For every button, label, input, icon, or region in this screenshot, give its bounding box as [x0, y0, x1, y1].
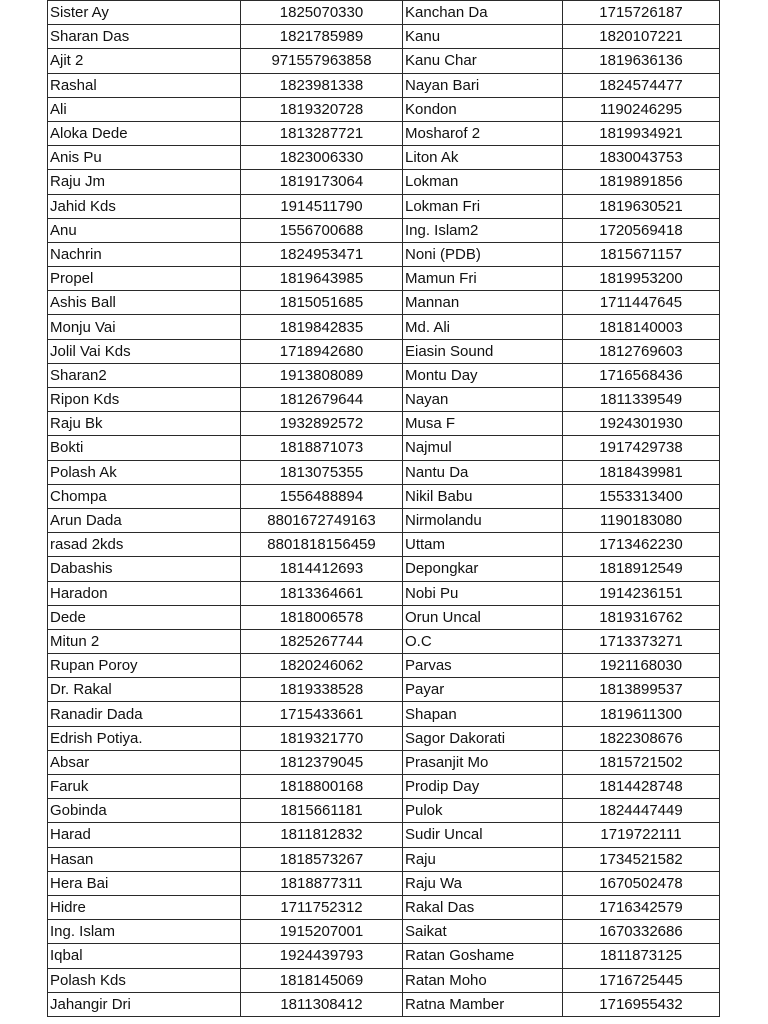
- contact-number-left: 1813075355: [241, 460, 403, 484]
- contact-name-right: Nantu Da: [403, 460, 563, 484]
- contact-number-right: 1820107221: [563, 25, 720, 49]
- table-row: [48, 581, 720, 605]
- contact-number-right: 1819316762: [563, 605, 720, 629]
- contact-name-left: Raju Jm: [48, 170, 241, 194]
- table-row: [48, 388, 720, 412]
- contact-number-right: 1819636136: [563, 49, 720, 73]
- contact-number-right: 1811873125: [563, 944, 720, 968]
- table-row: [48, 1, 720, 25]
- table-row: [48, 750, 720, 774]
- contact-name-right: Raju Wa: [403, 871, 563, 895]
- contact-number-right: 1830043753: [563, 146, 720, 170]
- contact-name-left: Haradon: [48, 581, 241, 605]
- contact-number-left: 1818877311: [241, 871, 403, 895]
- contact-number-left: 1815051685: [241, 291, 403, 315]
- table-row: [48, 629, 720, 653]
- contact-name-left: Hasan: [48, 847, 241, 871]
- contact-number-left: 1812679644: [241, 388, 403, 412]
- contact-name-right: Mamun Fri: [403, 267, 563, 291]
- contact-number-right: 1190183080: [563, 508, 720, 532]
- contact-name-left: Nachrin: [48, 242, 241, 266]
- contact-name-right: Payar: [403, 678, 563, 702]
- contact-number-left: 1711752312: [241, 895, 403, 919]
- contact-name-left: Sharan2: [48, 363, 241, 387]
- contact-name-right: O.C: [403, 629, 563, 653]
- contact-number-left: 1821785989: [241, 25, 403, 49]
- contact-number-left: 1818800168: [241, 775, 403, 799]
- table-row: [48, 605, 720, 629]
- contact-name-right: Lokman: [403, 170, 563, 194]
- contact-name-left: Absar: [48, 750, 241, 774]
- contact-name-right: Nirmolandu: [403, 508, 563, 532]
- table-row: [48, 25, 720, 49]
- contact-number-right: 1917429738: [563, 436, 720, 460]
- table-row: [48, 654, 720, 678]
- contact-name-left: Bokti: [48, 436, 241, 460]
- contact-number-left: 1825070330: [241, 1, 403, 25]
- contact-number-left: 1825267744: [241, 629, 403, 653]
- contact-name-right: Lokman Fri: [403, 194, 563, 218]
- table-row: [48, 920, 720, 944]
- table-row: [48, 242, 720, 266]
- contact-number-right: 1824574477: [563, 73, 720, 97]
- contact-number-right: 1818140003: [563, 315, 720, 339]
- table-row: [48, 508, 720, 532]
- contact-name-right: Kanchan Da: [403, 1, 563, 25]
- contact-name-left: Gobinda: [48, 799, 241, 823]
- contact-table: [47, 0, 720, 1017]
- contact-number-right: 1824447449: [563, 799, 720, 823]
- contact-name-right: Nikil Babu: [403, 484, 563, 508]
- contact-number-left: 971557963858: [241, 49, 403, 73]
- table-row: [48, 702, 720, 726]
- table-row: [48, 170, 720, 194]
- contact-name-right: Kanu: [403, 25, 563, 49]
- contact-name-right: Kondon: [403, 97, 563, 121]
- contact-number-left: 1914511790: [241, 194, 403, 218]
- contact-name-right: Ratna Mamber: [403, 992, 563, 1016]
- contact-table-body: [48, 1, 720, 1017]
- contact-name-right: Sagor Dakorati: [403, 726, 563, 750]
- contact-name-left: Hera Bai: [48, 871, 241, 895]
- contact-name-left: Iqbal: [48, 944, 241, 968]
- contact-number-right: 1670502478: [563, 871, 720, 895]
- contact-name-left: Hidre: [48, 895, 241, 919]
- contact-number-right: 1734521582: [563, 847, 720, 871]
- contact-number-right: 1670332686: [563, 920, 720, 944]
- table-row: [48, 97, 720, 121]
- contact-number-left: 1718942680: [241, 339, 403, 363]
- contact-number-right: 1713373271: [563, 629, 720, 653]
- contact-number-left: 1823981338: [241, 73, 403, 97]
- contact-number-left: 1819338528: [241, 678, 403, 702]
- table-row: [48, 49, 720, 73]
- table-row: [48, 315, 720, 339]
- table-row: [48, 146, 720, 170]
- contact-name-left: Chompa: [48, 484, 241, 508]
- contact-name-right: Raju: [403, 847, 563, 871]
- contact-number-right: 1811339549: [563, 388, 720, 412]
- contact-number-left: 1715433661: [241, 702, 403, 726]
- contact-name-left: Sister Ay: [48, 1, 241, 25]
- contact-name-right: Najmul: [403, 436, 563, 460]
- table-row: [48, 194, 720, 218]
- contact-number-right: 1716955432: [563, 992, 720, 1016]
- table-row: [48, 121, 720, 145]
- contact-number-left: 1818573267: [241, 847, 403, 871]
- contact-number-right: 1818439981: [563, 460, 720, 484]
- table-row: [48, 823, 720, 847]
- contact-number-right: 1716568436: [563, 363, 720, 387]
- contact-name-right: Rakal Das: [403, 895, 563, 919]
- contact-name-right: Nayan Bari: [403, 73, 563, 97]
- contact-number-right: 1819934921: [563, 121, 720, 145]
- contact-name-left: Polash Kds: [48, 968, 241, 992]
- contact-number-left: 1819320728: [241, 97, 403, 121]
- contact-number-left: 1812379045: [241, 750, 403, 774]
- contact-name-left: Sharan Das: [48, 25, 241, 49]
- contact-number-right: 1711447645: [563, 291, 720, 315]
- contact-name-left: Ajit 2: [48, 49, 241, 73]
- contact-name-right: Eiasin Sound: [403, 339, 563, 363]
- contact-name-left: Anu: [48, 218, 241, 242]
- contact-name-right: Noni (PDB): [403, 242, 563, 266]
- contact-number-left: 1811812832: [241, 823, 403, 847]
- contact-number-left: 1820246062: [241, 654, 403, 678]
- contact-name-right: Depongkar: [403, 557, 563, 581]
- contact-name-left: Monju Vai: [48, 315, 241, 339]
- contact-name-left: Raju Bk: [48, 412, 241, 436]
- contact-number-right: 1716342579: [563, 895, 720, 919]
- contact-number-right: 1914236151: [563, 581, 720, 605]
- contact-name-right: Sudir Uncal: [403, 823, 563, 847]
- contact-number-left: 1819321770: [241, 726, 403, 750]
- contact-name-left: Ranadir Dada: [48, 702, 241, 726]
- contact-name-right: Musa F: [403, 412, 563, 436]
- contact-name-left: rasad 2kds: [48, 533, 241, 557]
- contact-number-left: 1818145069: [241, 968, 403, 992]
- contact-number-right: 1819891856: [563, 170, 720, 194]
- contact-name-left: Ing. Islam: [48, 920, 241, 944]
- contact-number-left: 1811308412: [241, 992, 403, 1016]
- table-row: [48, 460, 720, 484]
- contact-number-right: 1719722111: [563, 823, 720, 847]
- table-row: [48, 339, 720, 363]
- table-row: [48, 267, 720, 291]
- contact-number-right: 1715726187: [563, 1, 720, 25]
- contact-number-left: 1813287721: [241, 121, 403, 145]
- contact-name-right: Md. Ali: [403, 315, 563, 339]
- contact-name-left: Anis Pu: [48, 146, 241, 170]
- contact-name-right: Shapan: [403, 702, 563, 726]
- contact-number-left: 1556488894: [241, 484, 403, 508]
- contact-name-left: Ripon Kds: [48, 388, 241, 412]
- contact-name-left: Polash Ak: [48, 460, 241, 484]
- table-row: [48, 871, 720, 895]
- contact-number-left: 1814412693: [241, 557, 403, 581]
- contact-number-left: 8801818156459: [241, 533, 403, 557]
- contact-number-right: 1190246295: [563, 97, 720, 121]
- contact-name-right: Prasanjit Mo: [403, 750, 563, 774]
- table-row: [48, 968, 720, 992]
- contact-number-left: 1815661181: [241, 799, 403, 823]
- contact-number-right: 1819953200: [563, 267, 720, 291]
- contact-name-right: Ratan Goshame: [403, 944, 563, 968]
- contact-number-left: 1824953471: [241, 242, 403, 266]
- table-row: [48, 992, 720, 1016]
- contact-number-left: 1819643985: [241, 267, 403, 291]
- contact-name-right: Mosharof 2: [403, 121, 563, 145]
- contact-number-left: 1818006578: [241, 605, 403, 629]
- contact-name-right: Orun Uncal: [403, 605, 563, 629]
- contact-name-right: Ing. Islam2: [403, 218, 563, 242]
- contact-name-right: Saikat: [403, 920, 563, 944]
- contact-name-right: Mannan: [403, 291, 563, 315]
- contact-number-right: 1818912549: [563, 557, 720, 581]
- table-row: [48, 73, 720, 97]
- contact-name-right: Kanu Char: [403, 49, 563, 73]
- contact-name-left: Jahangir Dri: [48, 992, 241, 1016]
- contact-name-right: Liton Ak: [403, 146, 563, 170]
- contact-number-right: 1822308676: [563, 726, 720, 750]
- contact-name-left: Faruk: [48, 775, 241, 799]
- table-row: [48, 944, 720, 968]
- contact-number-left: 1818871073: [241, 436, 403, 460]
- contact-name-right: Uttam: [403, 533, 563, 557]
- table-row: [48, 895, 720, 919]
- contact-name-left: Rashal: [48, 73, 241, 97]
- contact-name-left: Edrish Potiya.: [48, 726, 241, 750]
- contact-number-right: 1921168030: [563, 654, 720, 678]
- contact-number-left: 1819842835: [241, 315, 403, 339]
- contact-number-right: 1924301930: [563, 412, 720, 436]
- contact-number-left: 1932892572: [241, 412, 403, 436]
- contact-number-right: 1815721502: [563, 750, 720, 774]
- contact-name-right: Montu Day: [403, 363, 563, 387]
- table-row: [48, 533, 720, 557]
- contact-number-right: 1716725445: [563, 968, 720, 992]
- table-row: [48, 726, 720, 750]
- contact-number-left: 1924439793: [241, 944, 403, 968]
- table-row: [48, 678, 720, 702]
- table-row: [48, 436, 720, 460]
- contact-name-left: Harad: [48, 823, 241, 847]
- contact-name-left: Rupan Poroy: [48, 654, 241, 678]
- contact-name-left: Propel: [48, 267, 241, 291]
- table-row: [48, 484, 720, 508]
- table-row: [48, 847, 720, 871]
- contact-name-left: Dede: [48, 605, 241, 629]
- contact-number-left: 1819173064: [241, 170, 403, 194]
- contact-name-left: Aloka Dede: [48, 121, 241, 145]
- contact-number-left: 1823006330: [241, 146, 403, 170]
- contact-name-left: Ashis Ball: [48, 291, 241, 315]
- table-row: [48, 218, 720, 242]
- contact-name-right: Ratan Moho: [403, 968, 563, 992]
- table-row: [48, 291, 720, 315]
- contact-name-right: Prodip Day: [403, 775, 563, 799]
- contact-number-left: 1556700688: [241, 218, 403, 242]
- contact-number-left: 1813364661: [241, 581, 403, 605]
- contact-number-right: 1819611300: [563, 702, 720, 726]
- contact-name-right: Nobi Pu: [403, 581, 563, 605]
- table-row: [48, 775, 720, 799]
- contact-number-right: 1819630521: [563, 194, 720, 218]
- contact-name-right: Parvas: [403, 654, 563, 678]
- contact-number-right: 1812769603: [563, 339, 720, 363]
- contact-number-right: 1713462230: [563, 533, 720, 557]
- contact-number-right: 1815671157: [563, 242, 720, 266]
- contact-number-left: 8801672749163: [241, 508, 403, 532]
- contact-name-left: Mitun 2: [48, 629, 241, 653]
- contact-name-right: Nayan: [403, 388, 563, 412]
- table-row: [48, 363, 720, 387]
- contact-number-left: 1915207001: [241, 920, 403, 944]
- contact-name-left: Jolil Vai Kds: [48, 339, 241, 363]
- contact-name-left: Arun Dada: [48, 508, 241, 532]
- contact-name-left: Jahid Kds: [48, 194, 241, 218]
- contact-number-right: 1553313400: [563, 484, 720, 508]
- contact-name-left: Dabashis: [48, 557, 241, 581]
- contact-number-right: 1813899537: [563, 678, 720, 702]
- contact-name-right: Pulok: [403, 799, 563, 823]
- table-row: [48, 412, 720, 436]
- table-row: [48, 799, 720, 823]
- contact-number-left: 1913808089: [241, 363, 403, 387]
- contact-name-left: Ali: [48, 97, 241, 121]
- contact-name-left: Dr. Rakal: [48, 678, 241, 702]
- contact-number-right: 1814428748: [563, 775, 720, 799]
- table-row: [48, 557, 720, 581]
- contact-number-right: 1720569418: [563, 218, 720, 242]
